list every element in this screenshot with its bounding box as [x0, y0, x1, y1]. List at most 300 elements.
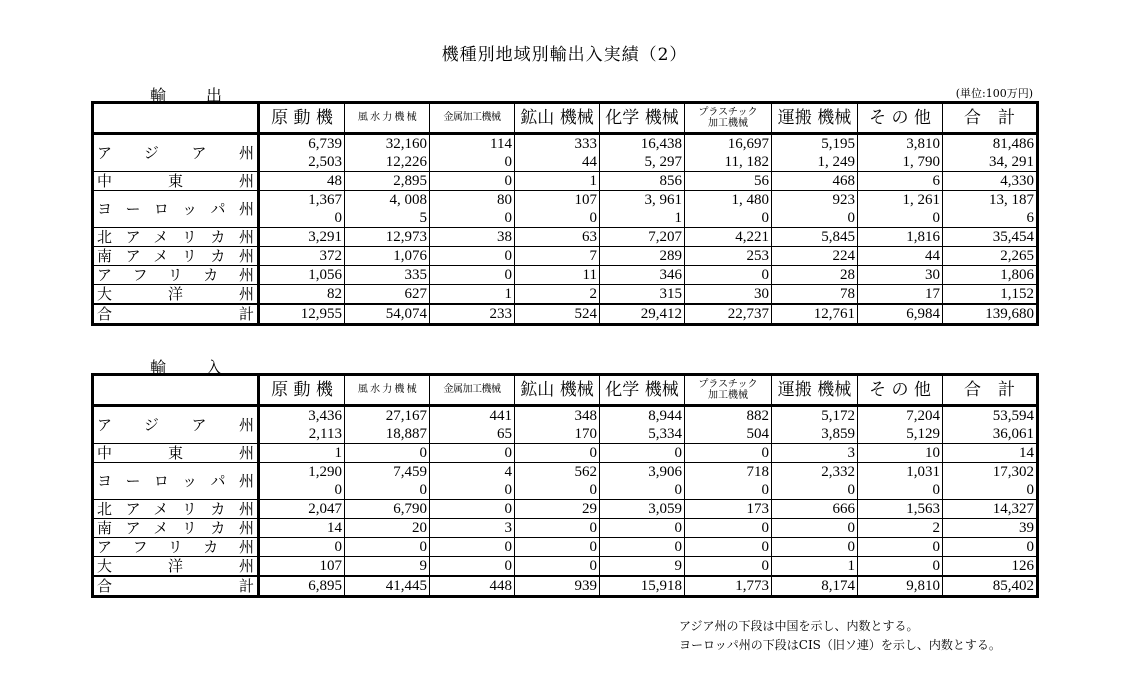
import-value-cell	[772, 519, 858, 538]
export-value-cell	[772, 172, 858, 191]
export-value: 923	[832, 192, 855, 208]
export-value-cell	[858, 266, 943, 285]
export-row	[93, 247, 1038, 266]
import-value: 0	[761, 558, 769, 574]
import-value: 0	[847, 539, 855, 555]
import-value-cell	[259, 463, 345, 500]
import-value-cell	[259, 557, 345, 577]
import-value-cell	[345, 463, 430, 500]
export-value: 1	[504, 286, 512, 302]
export-header-plastic-line2: 加工機械	[708, 118, 748, 129]
import-value-cell	[515, 463, 600, 500]
import-value-cell	[430, 557, 515, 577]
export-value: 22,737	[727, 306, 769, 322]
import-value: 4	[504, 464, 512, 480]
import-value: 0	[334, 539, 342, 555]
export-header-col-8: 合 計	[943, 103, 1038, 134]
export-value-cell	[430, 247, 515, 266]
export-value: 289	[659, 248, 682, 264]
import-value-cell	[259, 444, 345, 463]
export-value: 63	[582, 229, 597, 245]
import-value: 3,436	[308, 408, 342, 424]
export-value-cell	[858, 304, 943, 325]
import-value: 1,290	[308, 464, 342, 480]
export-value-cell	[430, 228, 515, 247]
import-value: 666	[832, 501, 855, 517]
import-value: 348	[574, 408, 597, 424]
export-value-cell	[772, 228, 858, 247]
export-value: 54,074	[385, 306, 427, 322]
export-value-cell	[600, 172, 685, 191]
export-value-cell	[858, 247, 943, 266]
import-row	[93, 538, 1038, 557]
export-value: 233	[489, 306, 512, 322]
import-value-cell	[858, 538, 943, 557]
export-region-cell: 合計	[93, 304, 259, 325]
import-value-cell	[772, 500, 858, 519]
export-value-cell	[685, 134, 772, 172]
export-value-cell	[600, 191, 685, 228]
export-value-cell	[858, 134, 943, 172]
export-sub-value: 11, 182	[724, 154, 769, 170]
export-value: 12,761	[813, 306, 855, 322]
export-value: 44	[925, 248, 940, 264]
import-value: 39	[1019, 520, 1034, 536]
export-row	[93, 304, 1038, 325]
import-value: 1,563	[906, 501, 940, 517]
export-value-cell	[772, 266, 858, 285]
export-value: 16,697	[727, 136, 769, 152]
import-sub-value: 0	[589, 482, 597, 498]
export-value-cell	[515, 172, 600, 191]
export-value: 1,806	[1000, 267, 1034, 283]
export-region-cell: 南アメリカ州	[93, 247, 259, 266]
export-value-cell	[259, 172, 345, 191]
import-value-cell	[515, 557, 600, 577]
export-value: 335	[404, 267, 427, 283]
import-value-cell	[600, 538, 685, 557]
export-value-cell	[345, 134, 430, 172]
import-value-cell	[515, 500, 600, 519]
import-value-cell	[858, 576, 943, 597]
export-region-cell: アフリカ州	[93, 266, 259, 285]
export-header-col-6: 運搬 機械	[772, 103, 858, 134]
import-value: 9,810	[906, 578, 940, 594]
export-value: 627	[404, 286, 427, 302]
export-value: 1,816	[906, 229, 940, 245]
import-value-cell	[259, 538, 345, 557]
import-value: 9	[419, 558, 427, 574]
export-value: 35,454	[992, 229, 1034, 245]
export-value: 4,221	[735, 229, 769, 245]
export-value-cell	[259, 266, 345, 285]
import-sub-value: 36,061	[992, 426, 1034, 442]
export-value-cell	[943, 172, 1038, 191]
export-value-cell	[515, 191, 600, 228]
export-value: 0	[504, 173, 512, 189]
import-sub-value: 65	[497, 426, 512, 442]
export-value-cell	[345, 172, 430, 191]
export-sub-value: 6	[1026, 210, 1034, 226]
export-value: 5,845	[821, 229, 855, 245]
import-value-cell	[259, 406, 345, 444]
export-sub-value: 44	[582, 154, 597, 170]
export-value-cell	[515, 228, 600, 247]
export-sub-value: 0	[504, 154, 512, 170]
import-value: 14	[327, 520, 342, 536]
import-value-cell	[943, 406, 1038, 444]
export-value-cell	[943, 191, 1038, 228]
export-value: 12,955	[300, 306, 342, 322]
export-value: 2,265	[1000, 248, 1034, 264]
import-value: 0	[1026, 539, 1034, 555]
import-region-cell: ヨーロッパ州	[93, 463, 259, 500]
export-value-cell	[943, 266, 1038, 285]
import-value: 173	[746, 501, 769, 517]
export-value: 3,291	[308, 229, 342, 245]
import-value-cell	[345, 444, 430, 463]
export-value-cell	[259, 191, 345, 228]
import-value: 3,906	[648, 464, 682, 480]
import-value-cell	[858, 557, 943, 577]
import-value: 0	[589, 558, 597, 574]
export-value-cell	[600, 266, 685, 285]
export-value-cell	[430, 304, 515, 325]
import-value-cell	[685, 538, 772, 557]
import-value-cell	[515, 444, 600, 463]
import-sub-value: 0	[761, 482, 769, 498]
export-value-cell	[259, 304, 345, 325]
export-value-cell	[515, 266, 600, 285]
export-value-cell	[430, 172, 515, 191]
import-header-corner	[93, 375, 259, 406]
export-value-cell	[685, 304, 772, 325]
import-header-col-6: 運搬 機械	[772, 375, 858, 406]
export-section-label: 輸 出	[150, 86, 235, 105]
import-region-cell: 北アメリカ州	[93, 500, 259, 519]
import-table	[91, 373, 1039, 598]
import-value: 8,174	[821, 578, 855, 594]
import-row	[93, 406, 1038, 444]
import-value: 0	[504, 558, 512, 574]
import-region-cell: 中東州	[93, 444, 259, 463]
export-value-cell	[685, 191, 772, 228]
export-sub-value: 0	[504, 210, 512, 226]
export-header-plastic-line1: プラスチック	[698, 107, 758, 118]
import-value: 10	[925, 445, 940, 461]
export-value-cell	[600, 134, 685, 172]
export-value-cell	[515, 285, 600, 305]
unit-label: (単位:100万円)	[955, 87, 1033, 100]
import-value: 0	[847, 520, 855, 536]
import-value-cell	[600, 500, 685, 519]
import-value-cell	[259, 500, 345, 519]
import-value: 0	[419, 445, 427, 461]
import-sub-value: 170	[574, 426, 597, 442]
import-value-cell	[943, 463, 1038, 500]
export-sub-value: 1, 790	[902, 154, 940, 170]
import-value: 6,790	[393, 501, 427, 517]
export-value: 0	[504, 248, 512, 264]
import-value: 9	[674, 558, 682, 574]
export-value: 81,486	[992, 136, 1034, 152]
export-value-cell	[600, 304, 685, 325]
export-value: 32,160	[385, 136, 427, 152]
export-value: 6,984	[906, 306, 940, 322]
import-value: 3,059	[648, 501, 682, 517]
import-value-cell	[345, 538, 430, 557]
import-sub-value: 0	[674, 482, 682, 498]
export-value-cell	[685, 228, 772, 247]
export-value-cell	[600, 247, 685, 266]
import-header-col-2: 金属加工機械	[430, 375, 515, 406]
import-value: 8,944	[648, 408, 682, 424]
import-value-cell	[259, 519, 345, 538]
export-value: 0	[761, 267, 769, 283]
import-value-cell	[259, 576, 345, 597]
import-header-col-5	[685, 375, 772, 406]
export-value: 333	[574, 136, 597, 152]
import-region-cell: アフリカ州	[93, 538, 259, 557]
import-sub-value: 18,887	[385, 426, 427, 442]
export-region-cell: 大洋州	[93, 285, 259, 305]
export-value-cell	[943, 285, 1038, 305]
export-value: 524	[574, 306, 597, 322]
export-sub-value: 0	[589, 210, 597, 226]
export-value: 1,076	[393, 248, 427, 264]
export-value-cell	[345, 304, 430, 325]
export-row	[93, 228, 1038, 247]
import-value: 939	[574, 578, 597, 594]
export-value-cell	[943, 134, 1038, 172]
export-header-col-1: 風 水 力 機 械	[345, 103, 430, 134]
import-value: 0	[589, 520, 597, 536]
import-value-cell	[685, 500, 772, 519]
export-value-cell	[345, 191, 430, 228]
import-value: 0	[761, 520, 769, 536]
export-region-cell: 中東州	[93, 172, 259, 191]
export-value-cell	[600, 228, 685, 247]
export-value-cell	[515, 304, 600, 325]
export-sub-value: 0	[761, 210, 769, 226]
export-value: 114	[490, 136, 512, 152]
import-value-cell	[772, 463, 858, 500]
import-value-cell	[430, 519, 515, 538]
export-value: 3, 961	[644, 192, 682, 208]
import-header-col-1: 風 水 力 機 械	[345, 375, 430, 406]
export-row	[93, 266, 1038, 285]
import-header-col-7: そ の 他	[858, 375, 943, 406]
export-value: 1,152	[1000, 286, 1034, 302]
export-value-cell	[858, 228, 943, 247]
export-value: 468	[832, 173, 855, 189]
export-sub-value: 1, 249	[817, 154, 855, 170]
import-value-cell	[345, 576, 430, 597]
export-row	[93, 285, 1038, 305]
export-sub-value: 5	[419, 210, 427, 226]
import-value: 1	[334, 445, 342, 461]
export-value: 78	[840, 286, 855, 302]
import-value: 2,332	[821, 464, 855, 480]
import-sub-value: 0	[847, 482, 855, 498]
export-value: 11	[582, 267, 597, 283]
import-value: 718	[746, 464, 769, 480]
page-title: 機種別地域別輸出入実績（2）	[441, 45, 688, 65]
import-value: 448	[489, 578, 512, 594]
export-row	[93, 134, 1038, 172]
export-region-cell: ヨーロッパ州	[93, 191, 259, 228]
export-region-cell: 北アメリカ州	[93, 228, 259, 247]
import-value: 15,918	[640, 578, 682, 594]
import-sub-value: 0	[504, 482, 512, 498]
export-value-cell	[430, 285, 515, 305]
import-value: 441	[489, 408, 512, 424]
export-sub-value: 0	[932, 210, 940, 226]
export-value-cell	[515, 134, 600, 172]
export-value-cell	[345, 228, 430, 247]
import-value: 126	[1011, 558, 1034, 574]
import-value-cell	[685, 444, 772, 463]
export-value: 16,438	[640, 136, 682, 152]
import-value-cell	[943, 519, 1038, 538]
export-row	[93, 191, 1038, 228]
import-region-cell: 合計	[93, 576, 259, 597]
import-value: 0	[504, 501, 512, 517]
export-header-col-3: 鉱山 機械	[515, 103, 600, 134]
import-row	[93, 519, 1038, 538]
export-value-cell	[772, 247, 858, 266]
export-value: 253	[746, 248, 769, 264]
import-value: 107	[319, 558, 342, 574]
import-value: 17,302	[992, 464, 1034, 480]
import-header-plastic-line2: 加工機械	[708, 390, 748, 401]
export-value-cell	[772, 285, 858, 305]
export-sub-value: 0	[847, 210, 855, 226]
export-value: 139,680	[985, 306, 1034, 322]
import-value: 0	[932, 539, 940, 555]
export-value: 224	[832, 248, 855, 264]
import-value-cell	[772, 406, 858, 444]
export-value: 48	[327, 173, 342, 189]
import-value: 14	[1019, 445, 1034, 461]
import-value: 0	[419, 539, 427, 555]
import-region-cell: アジア州	[93, 406, 259, 444]
export-value: 12,973	[385, 229, 427, 245]
import-sub-value: 504	[746, 426, 769, 442]
export-value-cell	[858, 285, 943, 305]
export-value: 30	[925, 267, 940, 283]
import-sub-value: 0	[932, 482, 940, 498]
import-value: 41,445	[385, 578, 427, 594]
export-value-cell	[685, 266, 772, 285]
import-value-cell	[430, 500, 515, 519]
import-value-cell	[515, 538, 600, 557]
export-value: 7	[589, 248, 597, 264]
export-value-cell	[430, 266, 515, 285]
export-value: 29,412	[640, 306, 682, 322]
export-value-cell	[685, 285, 772, 305]
export-value-cell	[943, 228, 1038, 247]
import-value: 0	[674, 520, 682, 536]
export-value: 372	[319, 248, 342, 264]
import-value-cell	[600, 406, 685, 444]
import-row	[93, 576, 1038, 597]
import-value-cell	[430, 463, 515, 500]
import-value-cell	[430, 576, 515, 597]
import-header-col-0: 原 動 機	[259, 375, 345, 406]
import-region-cell: 大洋州	[93, 557, 259, 577]
export-value: 1, 480	[731, 192, 769, 208]
export-value: 7,207	[648, 229, 682, 245]
export-row	[93, 172, 1038, 191]
export-value: 28	[840, 267, 855, 283]
export-value-cell	[858, 172, 943, 191]
import-value-cell	[345, 519, 430, 538]
export-value: 856	[659, 173, 682, 189]
export-sub-value: 1	[674, 210, 682, 226]
export-header-col-5	[685, 103, 772, 134]
export-table	[91, 101, 1039, 326]
import-sub-value: 0	[334, 482, 342, 498]
import-sub-value: 2,113	[308, 426, 342, 442]
import-region-cell: 南アメリカ州	[93, 519, 259, 538]
export-value-cell	[600, 285, 685, 305]
export-value-cell	[685, 172, 772, 191]
import-sub-value: 3,859	[821, 426, 855, 442]
export-value-cell	[430, 134, 515, 172]
export-value-cell	[345, 285, 430, 305]
import-value: 6,895	[308, 578, 342, 594]
import-header-col-8: 合 計	[943, 375, 1038, 406]
export-value: 1,056	[308, 267, 342, 283]
export-header-col-7: そ の 他	[858, 103, 943, 134]
export-value-cell	[259, 228, 345, 247]
import-value-cell	[685, 519, 772, 538]
import-sub-value: 5,334	[648, 426, 682, 442]
import-value-cell	[772, 444, 858, 463]
export-sub-value: 5, 297	[644, 154, 682, 170]
import-value-cell	[858, 500, 943, 519]
import-value-cell	[943, 500, 1038, 519]
import-sub-value: 5,129	[906, 426, 940, 442]
export-value: 4, 008	[389, 192, 427, 208]
export-value: 17	[925, 286, 940, 302]
export-value: 107	[574, 192, 597, 208]
import-section-label: 輸 入	[150, 358, 235, 377]
import-value: 0	[674, 445, 682, 461]
import-value-cell	[600, 557, 685, 577]
export-value-cell	[943, 247, 1038, 266]
export-value-cell	[345, 266, 430, 285]
import-value-cell	[345, 500, 430, 519]
import-sub-value: 0	[419, 482, 427, 498]
import-value-cell	[515, 406, 600, 444]
footnote-asia: アジア州の下段は中国を示し、内数とする。	[679, 619, 919, 633]
import-row	[93, 500, 1038, 519]
import-sub-value: 0	[1026, 482, 1034, 498]
export-sub-value: 0	[334, 210, 342, 226]
export-value: 315	[659, 286, 682, 302]
import-header-col-4: 化学 機械	[600, 375, 685, 406]
export-header-corner	[93, 103, 259, 134]
import-value: 85,402	[992, 578, 1034, 594]
import-value-cell	[600, 519, 685, 538]
import-value-cell	[943, 557, 1038, 577]
import-value-cell	[600, 444, 685, 463]
export-value-cell	[430, 191, 515, 228]
export-value: 1	[589, 173, 597, 189]
import-row	[93, 557, 1038, 577]
